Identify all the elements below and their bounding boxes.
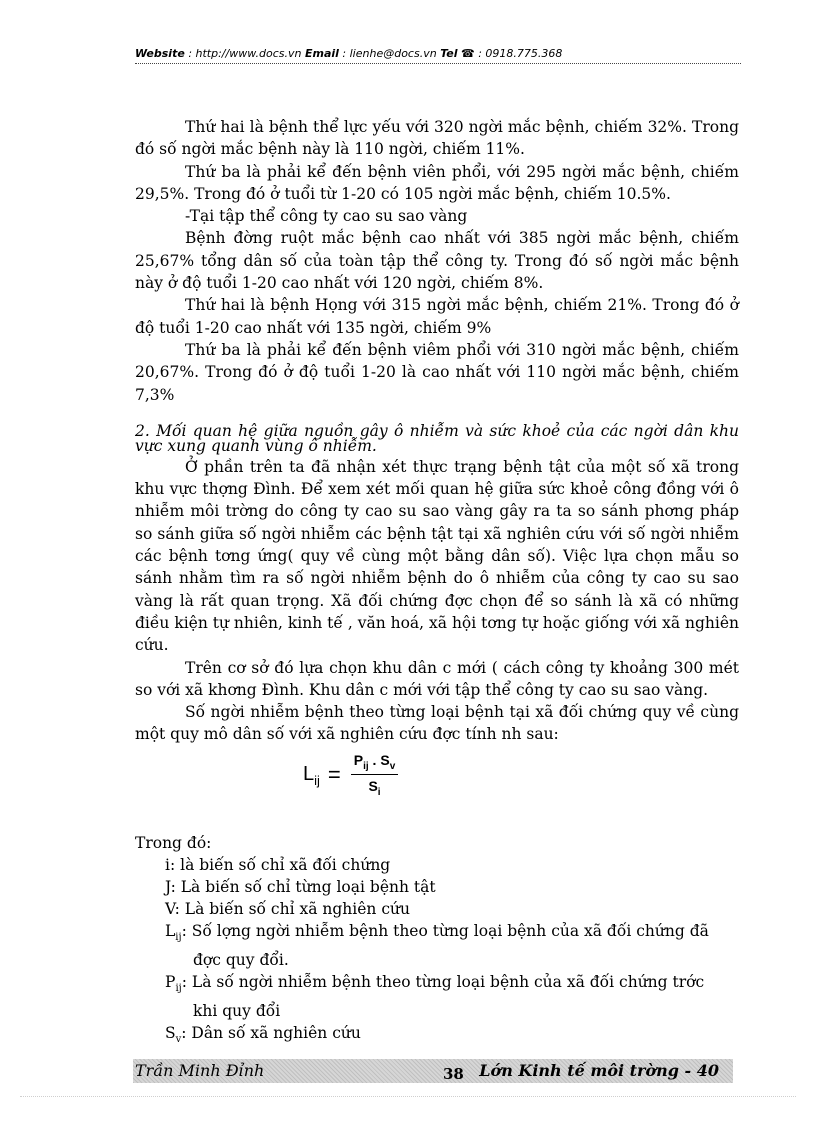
definition-item: $S_v$: Dân số xã nghiên cứu xyxy=(165,1024,361,1046)
formula xyxy=(303,750,398,800)
paragraph: Trên cơ sở đó lựa chọn khu dân c mới ( cách công ty khoảng 300 mét so với xã khơng Đình. Khu dân c mới với tập thể công ty cao su sao vàng. xyxy=(135,658,739,699)
formula-numerator: $P_{ij}$ . $S_v$ xyxy=(351,752,398,775)
phone-icon: ☎ xyxy=(461,47,475,60)
bottom-divider xyxy=(20,1096,796,1097)
tel-label: Tel xyxy=(440,47,458,60)
paragraph: Thứ hai là bệnh thể lực yếu với 320 ngời mắc bệnh, chiếm 32%. Trong đó số ngời mắc bệnh này là 110 ngời, chiếm 11%. xyxy=(135,118,739,159)
paragraph: Bệnh đờng ruột mắc bệnh cao nhất với 385 ngời mắc bệnh, chiếm 25,67% tổng dân số của toàn tập thể công ty. Trong đó số ngời mắc bệnh này ở độ tuổi 1-20 cao nhất với 120 ngời, chiếm 8%. xyxy=(135,229,739,293)
paragraph: -Tại tập thể công ty cao su sao vàng xyxy=(185,207,468,226)
formula-equals: = xyxy=(327,762,341,787)
definition-continuation: khi quy đổi xyxy=(193,1002,281,1021)
email-address[interactable]: : lienhe@docs.vn xyxy=(342,47,437,60)
paragraph: Thứ hai là bệnh Họng với 315 ngời mắc bệnh, chiếm 21%. Trong đó ở độ tuổi 1-20 cao nhất với 135 ngời, chiếm 9% xyxy=(135,296,739,337)
definition-item: V: Là biến số chỉ xã nghiên cứu xyxy=(165,900,410,918)
formula-fraction xyxy=(351,752,398,798)
page-number: 38 xyxy=(443,1065,464,1083)
email-label: Email xyxy=(304,47,339,60)
footer-class: Lớn Kinh tế môi trờng - 40 xyxy=(479,1061,719,1080)
paragraph: Số ngời nhiễm bệnh theo từng loại bệnh tại xã đối chứng quy về cùng một quy mô dân số với xã nghiên cứu đợc tính nh sau: xyxy=(135,703,739,744)
paragraph: Thứ ba là phải kể đến bệnh viêm phổi với 310 ngời mắc bệnh, chiếm 20,67%. Trong đó ở độ tuổi 1-20 là cao nhất với 110 ngời mắc bệnh, chiếm 7,3% xyxy=(135,340,739,404)
tel-number: : 0918.775.368 xyxy=(478,47,563,60)
definitions xyxy=(135,832,735,1051)
paragraph: Ở phần trên ta đã nhận xét thực trạng bệnh tật của một số xã trong khu vực thợng Đình. Để xem xét mối quan hệ giữa sức khoẻ công đồng với ô nhiễm môi trờng do công ty cao su sao vàng gây ra ta so sánh phơng pháp so sánh giữa số ngời nhiễm các bệnh tật tại xã nghiên cứu với số ngời nhiễm các bệnh tơng ứng( quy về cùng một bằng dân số). Việc lựa chọn mẫu so sánh nhằm tìm ra số ngời nhiễm bệnh do ô nhiễm của công ty cao su sao vàng là rất quan trọng. Xã đối chứng đợc chọn để so sánh là xã có những điều kiện tự nhiên, kinh tế , văn hoá, xã hội tơng tự hoặc giống với xã nghiên cứu. xyxy=(135,457,739,655)
definition-item: i: là biến số chỉ xã đối chứng xyxy=(165,856,391,874)
paragraph: Thứ ba là phải kể đến bệnh viên phổi, với 295 ngời mắc bệnh, chiếm 29,5%. Trong đó ở tuổi từ 1-20 có 105 ngời mắc bệnh, chiếm 10.5%. xyxy=(135,162,739,203)
website-label: Website xyxy=(135,47,185,60)
section-heading: 2. Mối quan hệ giữa nguồn gây ô nhiễm và sức khoẻ của các ngời dân khu vực xung quanh vùng ô nhiễm. xyxy=(135,421,739,455)
website-url[interactable]: : http://www.docs.vn xyxy=(188,47,302,60)
definition-continuation: đợc quy đổi. xyxy=(193,951,289,970)
page-header xyxy=(135,47,741,64)
formula-denominator: $S_i$ xyxy=(368,778,381,798)
page-footer xyxy=(133,1059,733,1083)
definition-item: $P_{ij}$: Là số ngời nhiễm bệnh theo từng loại bệnh của xã đối chứng trớc xyxy=(165,973,705,995)
definitions-title: Trong đó: xyxy=(135,834,212,852)
definition-item: J: Là biến số chỉ từng loại bệnh tật xyxy=(165,878,436,896)
main-text xyxy=(135,116,739,746)
definition-item: $L_{ij}$: Số lợng ngời nhiễm bệnh theo từng loại bệnh của xã đối chứng đã xyxy=(165,922,709,944)
footer-author: Trần Minh Đỉnh xyxy=(135,1061,265,1080)
spacer xyxy=(135,406,739,420)
formula-lhs: $L_{ij}$ xyxy=(303,762,320,788)
